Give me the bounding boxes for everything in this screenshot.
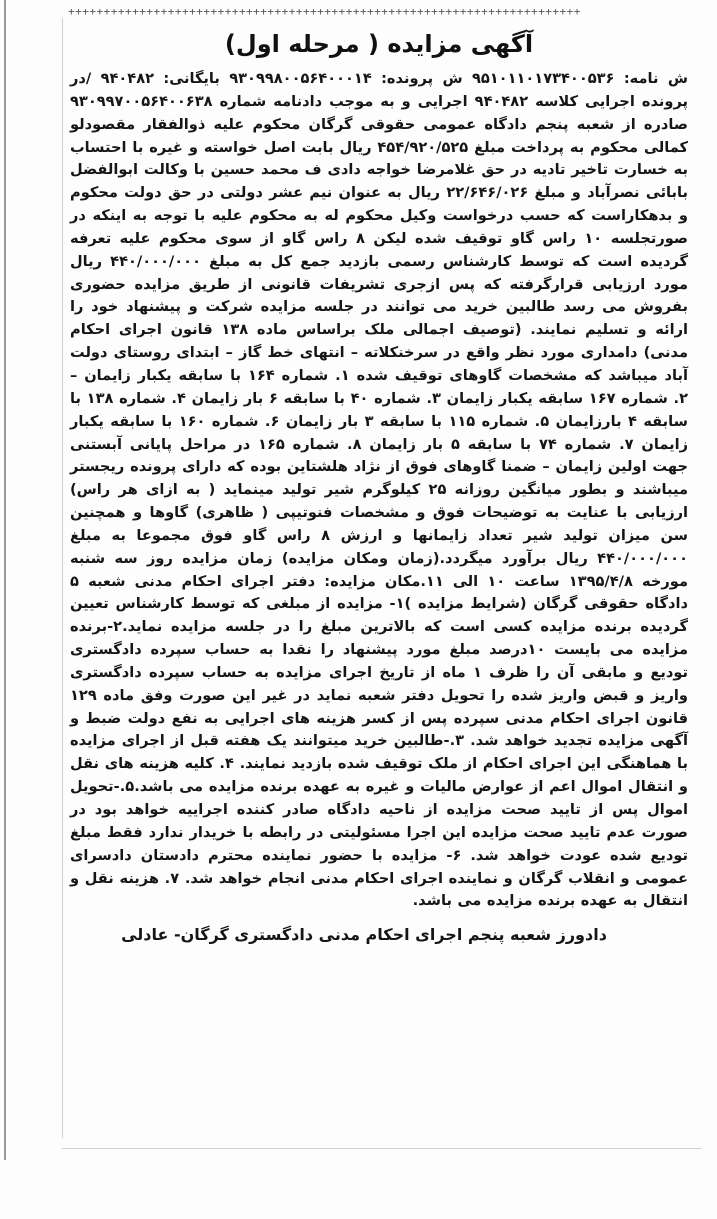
top-plus-rule: ++++++++++++++++++++++++++++++++++++++++++++++++++++++++++++++++++++++++ (68, 6, 581, 18)
column-border (62, 18, 63, 1138)
notice-signature: دادورز شعبه پنجم اجرای احکام مدنی دادگستری گرگان- عادلی (121, 925, 607, 945)
left-column-rule (4, 0, 6, 1160)
notice-body: ش نامه: ۹۵۱۰۱۱۰۱۷۳۴۰۰۵۳۶ ش پرونده: ۹۳۰۹۹۸۰۰۵۶۴۰۰۰۱۴ بایگانی: ۹۴۰۴۸۲ /در پرونده اجرایی کلاسه ۹۴۰۴۸۲ اجرایی و به موجب دادنامه شماره ۹۳۰۹۹۷۰۰۵۶۴۰۰۶۳۸ صادره از شعبه پنجم دادگاه عمومی حقوقی گرگان محکوم علیه ذوالفقار مقصودلو کمالی محکوم به پرداخت مبلغ ۴۵۴/۹۲۰/۵۲۵ ریال بابت اصل خواسته و غیره با احتساب به خسارت تاخیر تادیه در حق غلامرضا خواجه دادی ف محمد حسین با وکالت ابوالفضل بابائی نصرآباد و مبلغ ۲۲/۶۴۶/۰۲۶ ریال به عنوان نیم عشر دولتی در حق دولت محکوم و بدهکاراست که حسب درخواست وکیل محکوم له به محکوم علیه با توجه به اینکه در صورتجلسه ۱۰ راس گاو توقیف شده لیکن ۸ راس گاو از سوی محکوم علیه تعرفه گردیده است که توسط کارشناس رسمی بازدید جمع کل به مبلغ ۴۴۰/۰۰۰/۰۰۰ ریال مورد ارزیابی قرارگرفته که پس ازجری تشریفات قانونی از طریق مزایده حضوری بفروش می رسد طالبین خرید می توانند در جلسه مزایده شرکت و پیشنهاد خود را ارائه و تسلیم نمایند. (توصیف اجمالی ملک براساس ماده ۱۳۸ قانون اجرای احکام مدنی) دامداری مورد نظر واقع در سرخنکلاته – انتهای خط گاز – ابتدای روستای دولت آباد میباشد که مشخصات گاوهای توقیف شده ۱. شماره ۱۶۴ با سابقه یکبار زایمان – ۲. شماره ۱۶۷ سابقه یکبار زایمان ۳. شماره ۴۰ با سابقه ۶ بار زایمان ۴. شماره ۱۳۸ با سابقه ۴ بارزایمان ۵. شماره ۱۱۵ با سابقه ۳ بار زایمان ۶. شماره ۱۶۰ با سابقه یکبار زایمان ۷. شماره ۷۴ با سابقه ۵ بار زایمان ۸. شماره ۱۶۵ در مراحل پایانی آبستنی جهت اولین زایمان – ضمنا گاوهای فوق از نژاد هلشتاین بوده که دارای پرونده ریجستر میباشند و بطور میانگین روزانه ۲۵ کیلوگرم شیر تولید مینماید ( به ازای هر راس) ارزیابی با عنایت به توضیحات فوق و مشخصات فنوتیپی ( ظاهری) گاوها و همچنین سن میزان تولید شیر تعداد زایمانها و ارزش ۸ راس گاو فوق مجموعا به مبلغ ۴۴۰/۰۰۰/۰۰۰ ریال برآورد میگردد.(زمان ومکان مزایده) زمان مزایده روز سه شنبه مورخه ۱۳۹۵/۴/۸ ساعت ۱۰ الی ۱۱.مکان مزایده: دفتر اجرای احکام مدنی شعبه ۵ دادگاه حقوقی گرگان (شرایط مزایده )۱- مزایده از مبلغی که توسط کارشناس تعیین گردیده برنده مزایده کسی است که بالاترین مبلغ را در جلسه مزایده نماید.۲-برنده مزایده می بایست ۱۰درصد مبلغ مورد پیشنهاد را نقدا به حساب سپرده دادگستری تودیع و مابقی آن را ظرف ۱ ماه از تاریخ اجرای مزایده به حساب سپرده دادگستری واریز و قبض واریز شده را تحویل دفتر شعبه نماید در غیر این صورت وفق ماده ۱۲۹ قانون اجرای احکام مدنی سپرده پس از کسر هزینه های اجرایی به نفع دولت ضبط و آگهی مزایده تجدید خواهد شد. ۳.-طالبین خرید میتوانند یک هفته قبل از اجرای مزایده با هماهنگی این اجرای احکام از ملک توقیف شده بازدید نمایند. ۴. کلیه هزینه های نقل و انتقال اموال اعم از عوارض مالیات و غیره به عهده برنده مزایده می باشد.۵.-تحویل اموال پس از تایید صحت مزایده از ناحیه دادگاه صادر کننده اجراییه خواهد بود در صورت عدم تایید صحت مزایده این اجرا مسئولیتی در رابطه با خریدار ندارد فقط مبلغ تودیع شده عودت خواهد شد. ۶- مزایده با حضور نماینده محترم دادستان دادسرای عمومی و انقلاب گرگان و نماینده اجرای احکام مدنی انجام خواهد شد. ۷. هزینه نقل و انتقال به عهده برنده مزایده می باشد. (70, 70, 689, 910)
notice-title: آگهی مزایده ( مرحله اول) (224, 30, 534, 58)
bottom-rule (62, 1148, 702, 1149)
auction-notice (70, 24, 688, 949)
